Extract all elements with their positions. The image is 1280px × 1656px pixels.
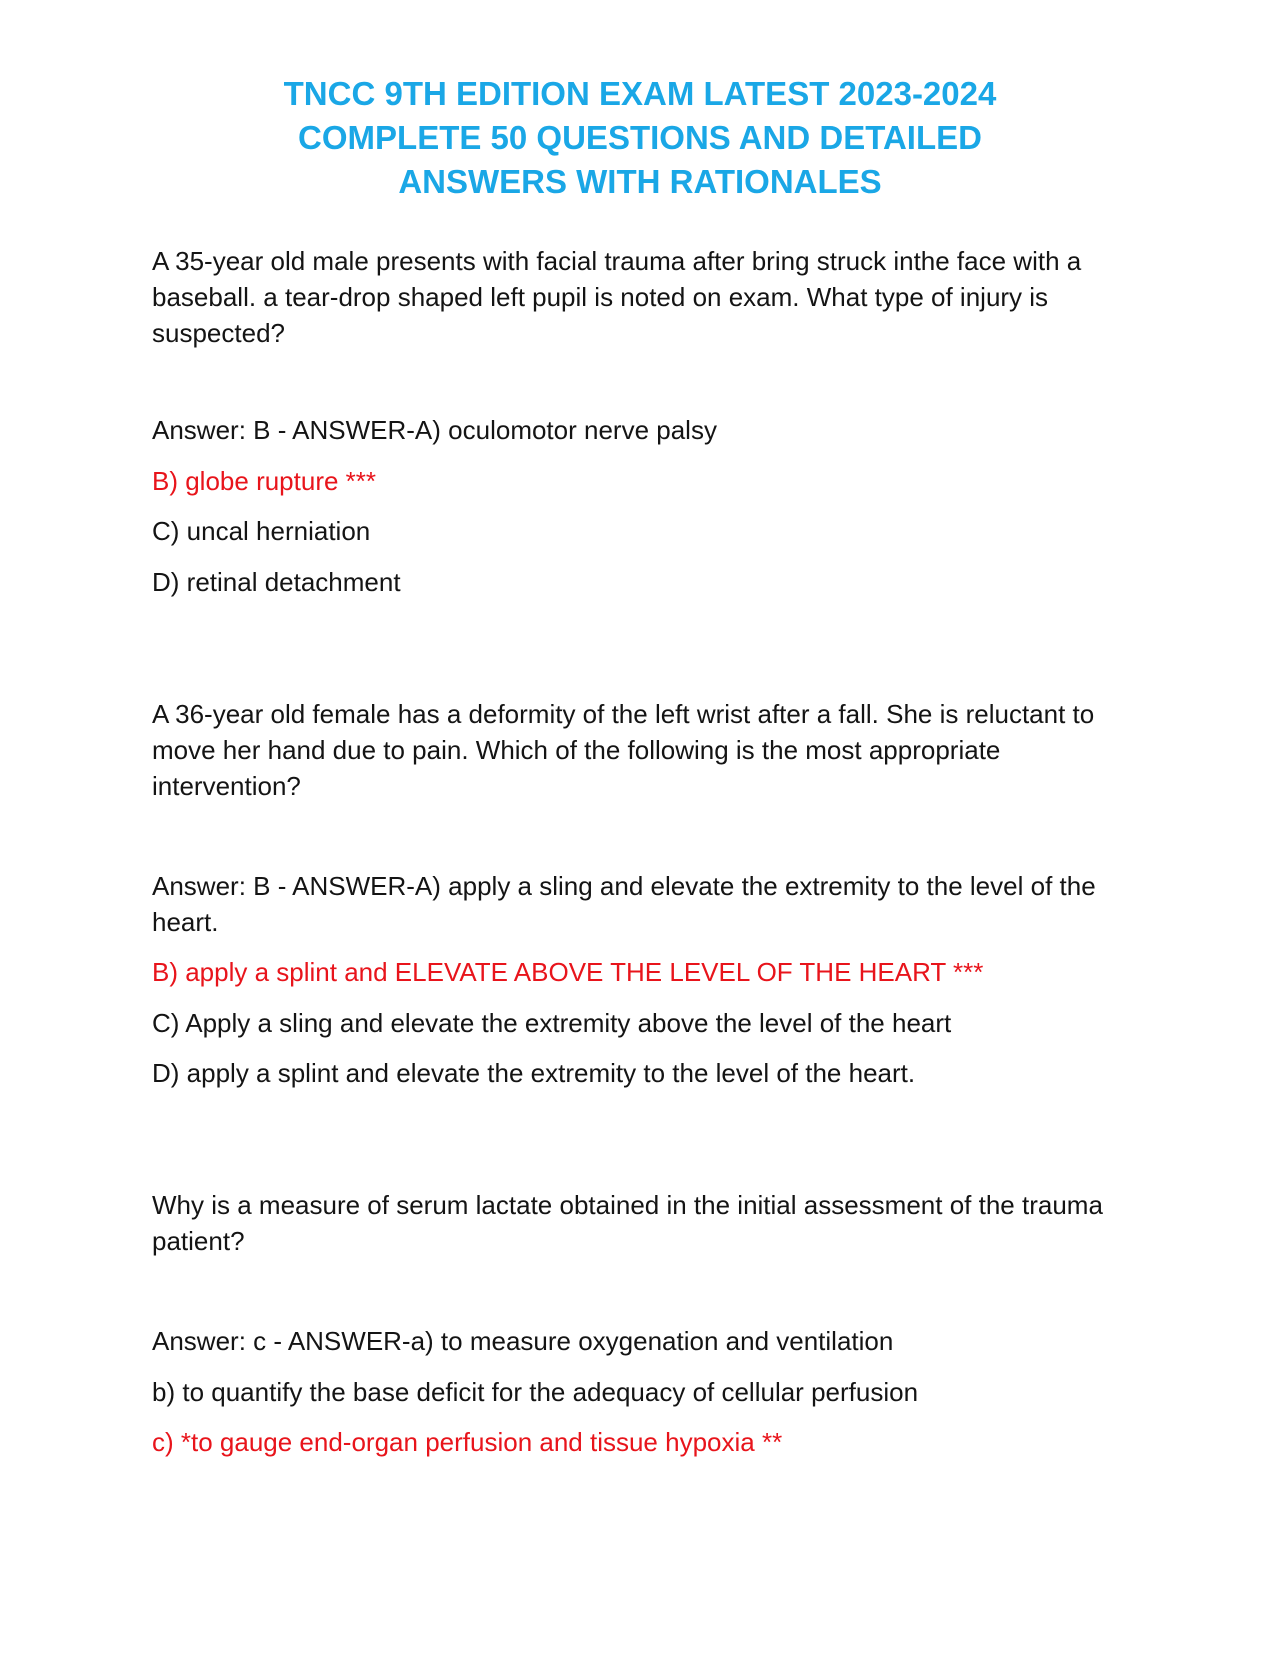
question-2-answer-line: Answer: B - ANSWER-A) apply a sling and elevate the extremity to the level of the heart. <box>152 871 1096 937</box>
question-3-option-b: b) to quantify the base deficit for the adequacy of cellular perfusion <box>152 1377 919 1407</box>
question-2-option-d: D) apply a splint and elevate the extremity to the level of the heart. <box>152 1058 916 1088</box>
question-2-option-c: C) Apply a sling and elevate the extremity above the level of the heart <box>152 1008 952 1038</box>
question-2-correct-option: B) apply a splint and ELEVATE ABOVE THE LEVEL OF THE HEART *** <box>152 957 984 987</box>
question-1-correct-option: B) globe rupture *** <box>152 466 377 496</box>
question-3-correct-option: c) *to gauge end-organ perfusion and tissue hypoxia ** <box>152 1427 783 1457</box>
question-3-answer-line: Answer: c - ANSWER-a) to measure oxygenation and ventilation <box>152 1326 894 1356</box>
question-1-answer-line: Answer: B - ANSWER-A) oculomotor nerve palsy <box>152 415 717 445</box>
question-2-text: A 36-year old female has a deformity of the left wrist after a fall. She is reluctant to move her hand due to pain. Which of the following is the most appropriate intervention? <box>152 699 1095 801</box>
question-1-text: A 35-year old male presents with facial trauma after bring struck inthe face with a baseball. a tear-drop shaped left pupil is noted on exam. What type of injury is suspected? <box>152 246 1082 348</box>
document-title <box>180 72 1100 204</box>
title-line: TNCC 9TH EDITION EXAM LATEST 2023-2024 <box>283 75 997 112</box>
question-3-text: Why is a measure of serum lactate obtained in the initial assessment of the trauma patient? <box>152 1190 1103 1256</box>
title-line: COMPLETE 50 QUESTIONS AND DETAILED <box>298 119 982 156</box>
title-line: ANSWERS WITH RATIONALES <box>398 163 882 200</box>
question-1-option-d: D) retinal detachment <box>152 567 401 597</box>
question-1-option-c: C) uncal herniation <box>152 516 371 546</box>
